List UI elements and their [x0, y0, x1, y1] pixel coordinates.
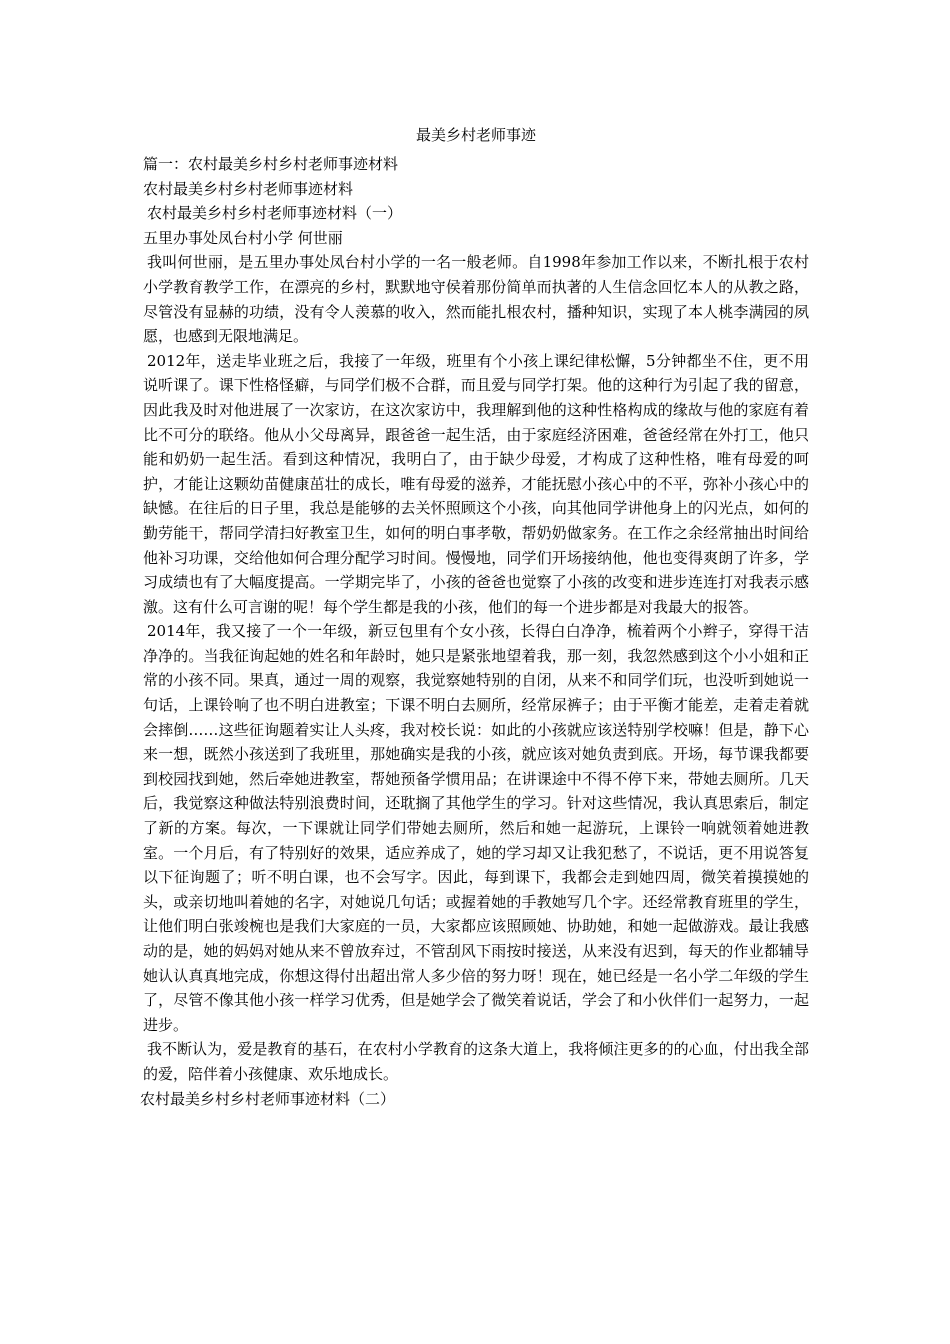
author-line: 五里办事处凤台村小学 何世丽: [143, 228, 343, 247]
paragraph-2014: 2014年，我又接了一个一年级，新豆包里有个女小孩，长得白白净净，梳着两个小辫子，穿得干洁净净的。当我征询起她的姓名和年龄时，她只是紧张地望着我，那一刻，我忽然感到这个小小姐和正常的小孩不同。果真，通过一周的观察，我觉察她特别的自闭，从来不和同学们玩，也没听到她说一句话，上课铃响了也不明白进教室；下课不明白去厕所，经常尿裤子；由于平衡才能差，走着走着就会摔倒……这些征询题着实让人头疼，我对校长说：如此的小孩就应该送特别学校嘛！但是，静下心来一想，既然小孩送到了我班里，那她确实是我的小孩，就应该对她负责到底。开场，每节课我都要到校园找到她，然后牵她进教室，帮她预备学惯用品；在讲课途中不得不停下来，带她去厕所。几天后，我觉察这种做法特别浪费时间，还耽搁了其他学生的学习。针对这些情况，我认真思索后，制定了新的方案。每次，一下课就让同学们带她去厕所，然后和她一起游玩，上课铃一响就领着她进教室。一个月后，有了特别好的效果，适应养成了，她的学习却又让我犯愁了，不说话，更不用说答复以下征询题了；听不明白课，也不会写字。因此，每到课下，我都会走到她四周，微笑着摸摸她的头，或亲切地叫着她的名字，对她说几句话；或握着她的手教她写几个字。还经常教育班里的学生，让他们明白张竣椀也是我们大家庭的一员，大家都应该照顾她、协助她，和她一起做游戏。最让我感动的是，她的妈妈对她从来不曾放弃过，不管刮风下雨按时接送，从来没有迟到，每天的作业都辅导她认认真真地完成，你想这得付出超出常人多少倍的努力呀！现在，她已经是一名小学二年级的学生了，尽管不像其他小孩一样学习优秀，但是她学会了微笑着说话，学会了和小伙伴们一起努力，一起进步。: [143, 622, 809, 1034]
paragraph-2012: 2012年，送走毕业班之后，我接了一年级，班里有个小孩上课纪律松懈，5分钟都坐不住，更不用说听课了。课下性格怪癖，与同学们极不合群，而且爱与同学打架。他的这种行为引起了我的留意，因此我及时对他进展了一次家访，在这次家访中，我理解到他的这种性格构成的缘故与他的家庭有着比不可分的联络。他从小父母离异，跟爸爸一起生活，由于家庭经济困难，爸爸经常在外打工，他只能和奶奶一起生活。看到这种情况，我明白了，由于缺少母爱，才构成了这种性格，唯有母爱的呵护，才能让这颗幼苗健康茁壮的成长，唯有母爱的滋养，才能抚慰小孩心中的不平，弥补小孩心中的缺憾。在往后的日子里，我总是能够的去关怀照顾这个小孩，向其他同学讲他身上的闪光点，如何的勤劳能干，帮同学清扫好教室卫生，如何的明白事孝敬，帮奶奶做家务。在工作之余经常抽出时间给他补习功课，交给他如何合理分配学习时间。慢慢地，同学们开场接纳他，他也变得爽朗了许多，学习成绩也有了大幅度提高。一学期完毕了，小孩的爸爸也觉察了小孩的改变和进步连连打对我表示感激。这有什么可言谢的呢！每个学生都是我的小孩，他们的每一个进步都是对我最大的报答。: [143, 351, 809, 616]
document-title: 最美乡村老师事迹: [415, 126, 536, 144]
paragraph-intro: 我叫何世丽，是五里办事处凤台村小学的一名一般老师。自1998年参加工作以来，不断扎根于农村小学教育教学工作，在漂亮的乡村，默默地守侯着那份简单而执著的人生信念回忆本人的从教之路，尽管没有显赫的功绩，没有令人羡慕的收入，然而能扎根农村，播种知识，实现了本人桃李满园的夙愿，也感到无限地满足。: [143, 253, 809, 346]
document-page: [140, 124, 809, 1111]
material-heading: 农村最美乡村乡村老师事迹材料: [143, 179, 354, 198]
part-heading: 篇一：农村最美乡村乡村老师事迹材料: [143, 155, 399, 173]
paragraph-conclusion: 我不断认为，爱是教育的基石，在农村小学教育的这条大道上，我将倾注更多的的心血，付出我全部的爱，陪伴着小孩健康、欢乐地成长。: [143, 1040, 809, 1083]
section-two-heading: 农村最美乡村乡村老师事迹材料（二）: [140, 1089, 396, 1108]
section-one-heading: 农村最美乡村乡村老师事迹材料（一）: [147, 204, 403, 223]
